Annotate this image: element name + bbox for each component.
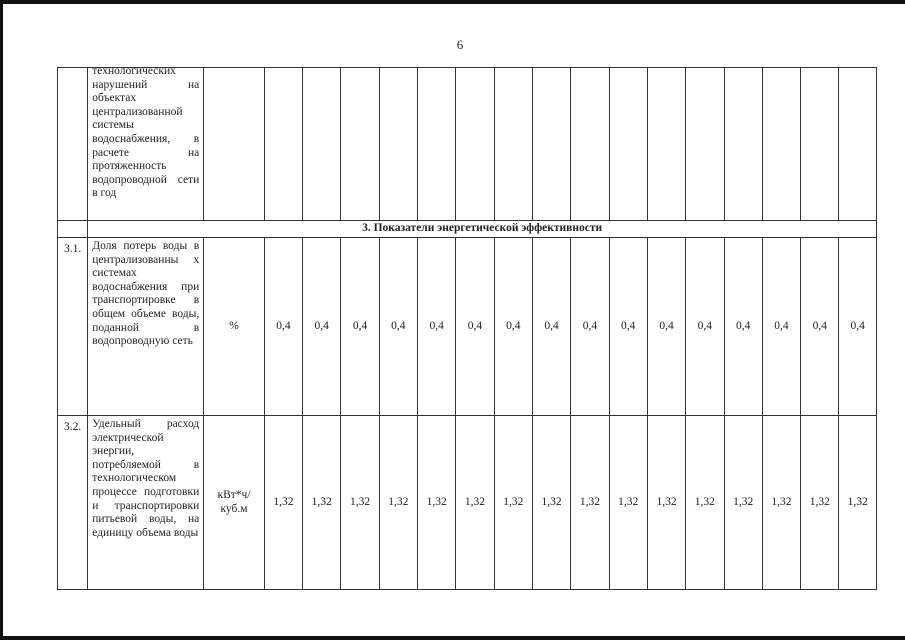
value-cell: 0,4 [647,238,685,416]
value-cell: 0,4 [379,238,417,416]
value-cell: 0,4 [418,238,456,416]
value-cell: 1,32 [647,416,685,590]
value-cell: 0,4 [686,238,724,416]
cell-value [571,68,609,221]
cell-value [418,68,456,221]
cell-value [494,68,532,221]
cell-value [724,68,762,221]
scan-border-left [0,0,3,640]
value-cell: 1,32 [303,416,341,590]
value-cell: 0,4 [456,238,494,416]
cell-value [532,68,570,221]
value-cell: 0,4 [264,238,302,416]
value-cell: 0,4 [609,238,647,416]
section-title: 3. Показатели энергетической эффективности [88,221,877,238]
indicator-name: Доля потерь воды в централизованны х системах водоснабжения при транспортировке в общем объеме воды, поданной в водопроводную сеть [88,238,204,416]
unit-cell: % [204,238,265,416]
value-cell: 1,32 [532,416,570,590]
value-cell: 1,32 [494,416,532,590]
cell-num [58,68,88,221]
value-cell: 1,32 [341,416,379,590]
value-cell: 0,4 [724,238,762,416]
cell-value [379,68,417,221]
indicator-name: Удельный расход электрической энергии, потребляемой в технологическом процессе подготовки и транспортировки питьевой воды, на единицу объема воды [88,416,204,590]
cell-value [341,68,379,221]
cell-value [264,68,302,221]
unit-cell: кВт*ч/ куб.м [204,416,265,590]
cell-value [839,68,877,221]
value-cell: 1,32 [264,416,302,590]
cell-name [88,65,204,221]
value-cell: 0,4 [532,238,570,416]
value-cell: 0,4 [494,238,532,416]
value-cell: 0,4 [839,238,877,416]
section-header-row [58,221,877,238]
cell-value [456,68,494,221]
continuation-text: технологических нарушений на объектах централизованной системы водоснабжения, в расчете на протяженность водопроводной сети в год [92,65,200,200]
table-row-continuation [58,68,877,221]
scan-border-top [0,0,905,4]
cell-value [686,68,724,221]
indicators-table [57,67,877,590]
value-cell: 1,32 [379,416,417,590]
value-cell: 1,32 [418,416,456,590]
value-cell: 0,4 [571,238,609,416]
scan-border-bottom [0,636,905,640]
page-number: 6 [456,37,464,52]
value-cell: 1,32 [456,416,494,590]
value-cell: 1,32 [686,416,724,590]
cell-value [609,68,647,221]
cell-value [303,68,341,221]
cell-num [58,221,88,238]
cell-unit [204,68,265,221]
row-number: 3.1. [58,238,88,416]
value-cell: 0,4 [303,238,341,416]
value-cell: 1,32 [609,416,647,590]
value-cell: 1,32 [762,416,800,590]
value-cell: 1,32 [801,416,839,590]
table-row-3-1 [58,238,877,416]
cell-value [647,68,685,221]
value-cell: 0,4 [341,238,379,416]
value-cell: 1,32 [571,416,609,590]
value-cell: 1,32 [724,416,762,590]
value-cell: 1,32 [839,416,877,590]
value-cell: 0,4 [801,238,839,416]
value-cell: 0,4 [762,238,800,416]
row-number: 3.2. [58,416,88,590]
cell-value [762,68,800,221]
table-row-3-2 [58,416,877,590]
cell-value [801,68,839,221]
